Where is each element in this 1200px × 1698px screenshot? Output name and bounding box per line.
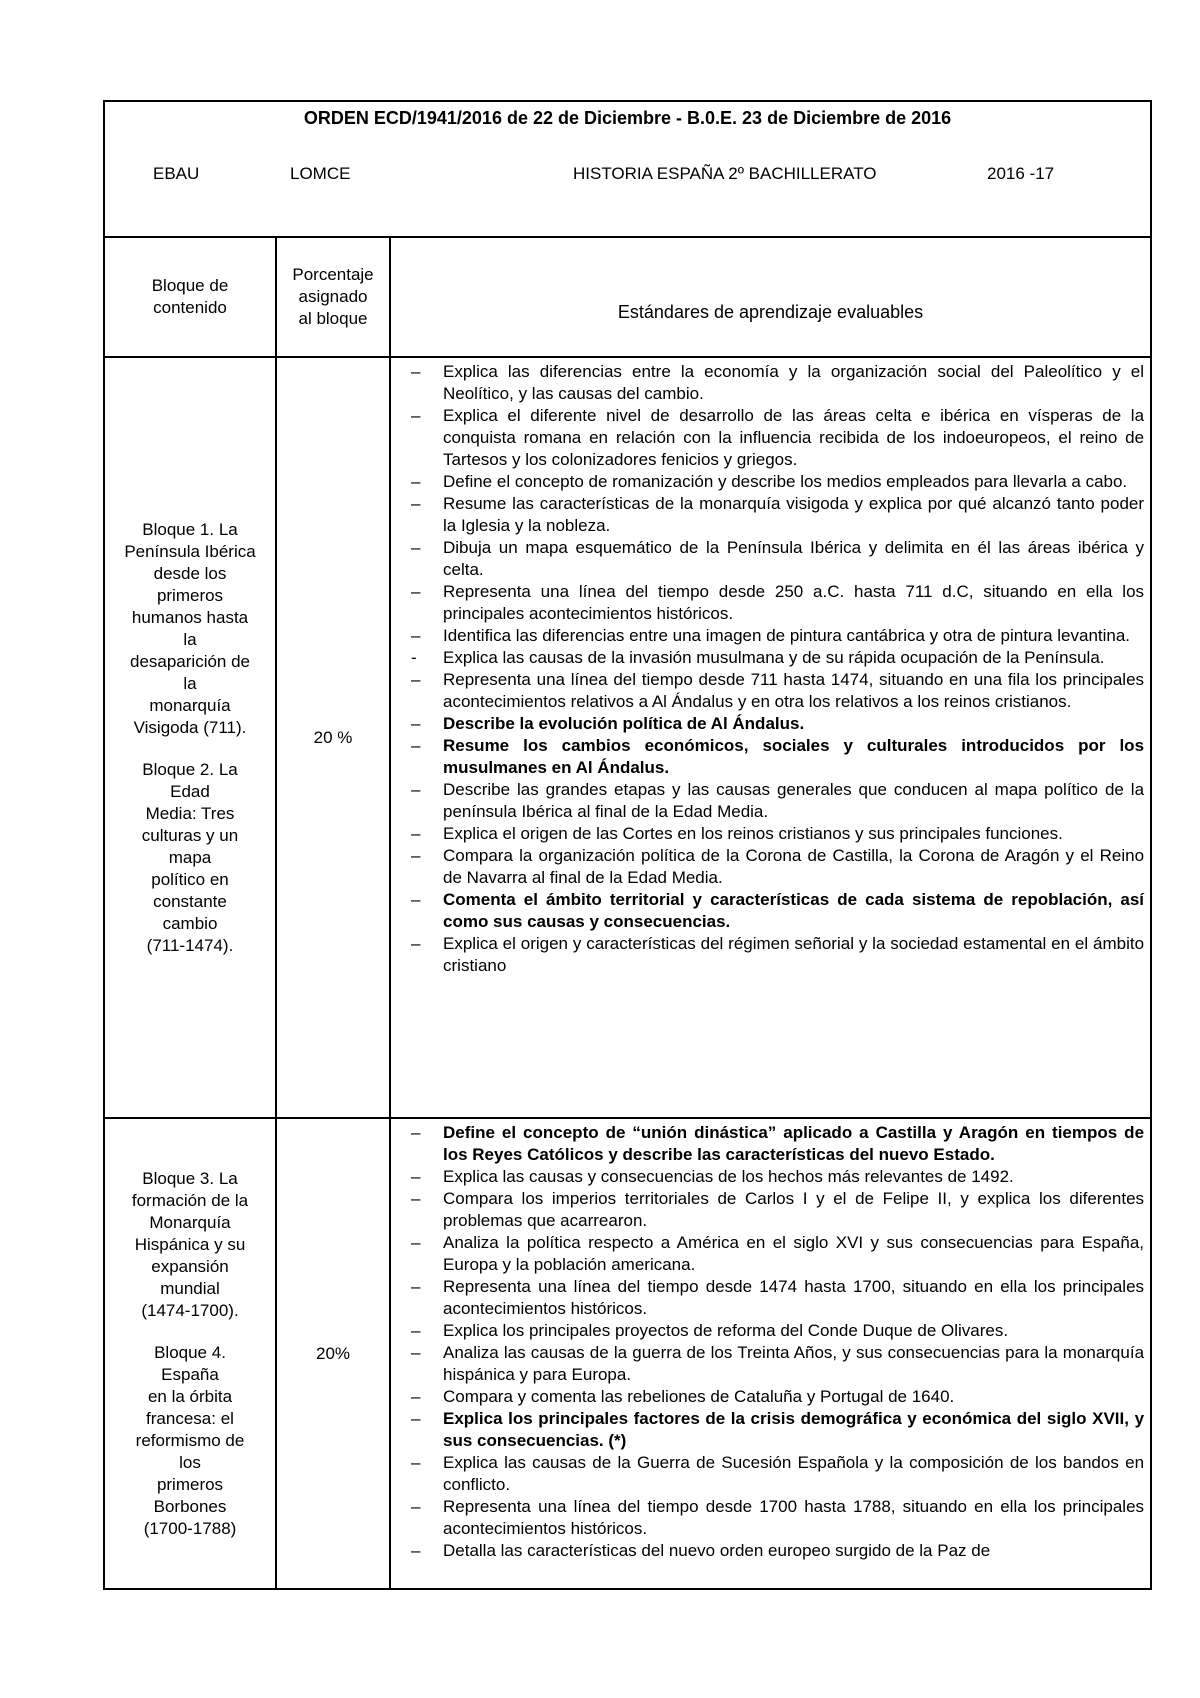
standard-item: – Define el concepto de “unión dinástica” aplicado a Castilla y Aragón en tiempos de los Reyes Católicos y describe las características del nuevo Estado. <box>411 1122 1144 1166</box>
column-header-standards <box>390 237 1151 357</box>
block-title-line: Península Ibérica <box>124 541 256 561</box>
block-title-line: constante <box>153 891 227 911</box>
standard-item: – Explica el origen de las Cortes en los reinos cristianos y sus principales funciones. <box>411 823 1144 845</box>
column-header-percent <box>276 237 390 357</box>
block-title-line: reformismo de <box>135 1430 245 1450</box>
order-title: ORDEN ECD/1941/2016 de 22 de Diciembre - B.0.E. 23 de Diciembre de 2016 <box>303 108 952 128</box>
standard-item: – Explica los principales proyectos de reforma del Conde Duque de Olivares. <box>411 1320 1144 1342</box>
standard-item: – Dibuja un mapa esquemático de la Península Ibérica y delimita en él las áreas ibérica y celta. <box>411 537 1144 581</box>
column-header-text: asignado <box>298 287 368 306</box>
standard-item: – Analiza la política respecto a América en el siglo XVI y sus consecuencias para España, Europa y la población americana. <box>411 1232 1144 1276</box>
column-header-text: Estándares de aprendizaje evaluables <box>617 302 924 322</box>
block-title-line: Borbones <box>153 1496 227 1516</box>
standard-item: – Representa una línea del tiempo desde 250 a.C. hasta 711 d.C, situando en ella los principales acontecimientos históricos. <box>411 581 1144 625</box>
block-title-line: expansión <box>151 1256 229 1276</box>
block-gap <box>109 1322 271 1342</box>
standards-list <box>411 361 1144 977</box>
standard-item: – Explica las diferencias entre la economía y la organización social del Paleolítico y el Neolítico, y las causas del cambio. <box>411 361 1144 405</box>
year-label: 2016 -17 <box>987 164 1055 183</box>
standards-cell <box>390 1118 1151 1589</box>
subject-label: HISTORIA ESPAÑA 2º BACHILLERATO <box>573 164 877 183</box>
standard-item: – Representa una línea del tiempo desde 711 hasta 1474, situando en una fila los principales acontecimientos relativos a Al Ándalus y en otra los relativos a los reinos cristianos. <box>411 669 1144 713</box>
standard-item: – Compara la organización política de la Corona de Castilla, la Corona de Aragón y el Reino de Navarra al final de la Edad Media. <box>411 845 1144 889</box>
block-title-line: Bloque 3. La <box>142 1168 238 1188</box>
standard-item: – Detalla las características del nuevo orden europeo surgido de la Paz de <box>411 1540 1144 1562</box>
block-title-line: desde los <box>153 563 227 583</box>
standard-item: – Representa una línea del tiempo desde 1700 hasta 1788, situando en ella los principales acontecimientos históricos. <box>411 1496 1144 1540</box>
block-title-line: formación de la <box>131 1190 249 1210</box>
block-title-line: Hispánica y su <box>134 1234 246 1254</box>
standard-item: – Resume los cambios económicos, sociales y culturales introducidos por los musulmanes en Al Ándalus. <box>411 735 1144 779</box>
block-title-line: la <box>183 629 197 649</box>
standard-item: – Explica el origen y características del régimen señorial y la sociedad estamental en el ámbito cristiano <box>411 933 1144 977</box>
column-header-text: Bloque de <box>151 276 229 295</box>
standard-item: – Describe las grandes etapas y las causas generales que conducen al mapa político de la península Ibérica al final de la Edad Media. <box>411 779 1144 823</box>
block-title-line: primeros <box>156 1474 224 1494</box>
curriculum-table <box>103 100 1152 1590</box>
block-gap <box>109 739 271 759</box>
block-title-line: culturas y un <box>141 825 239 845</box>
block-title-line: cambio <box>162 913 218 933</box>
table-row <box>104 1118 1151 1589</box>
standard-item: – Identifica las diferencias entre una imagen de pintura cantábrica y otra de pintura levantina. <box>411 625 1144 647</box>
standards-cell <box>390 357 1151 1118</box>
block-title-line: Bloque 4. <box>154 1342 226 1362</box>
standard-item: – Representa una línea del tiempo desde 1474 hasta 1700, situando en ella los principales acontecimientos históricos. <box>411 1276 1144 1320</box>
block-title-line: Monarquía <box>149 1212 231 1232</box>
block-cell <box>104 1118 276 1589</box>
standard-item: – Describe la evolución política de Al Ándalus. <box>411 713 1144 735</box>
standard-item: – Analiza las causas de la guerra de los Treinta Años, y sus consecuencias para la monarquía hispánica y para Europa. <box>411 1342 1144 1386</box>
block-title-line: Edad <box>170 781 210 801</box>
percent-cell <box>276 1118 390 1589</box>
block-title-line: político en <box>151 869 229 889</box>
block-title-line: desaparición de <box>129 651 251 671</box>
block-title-line: España <box>161 1364 219 1384</box>
block-title-line: francesa: el <box>146 1408 234 1428</box>
block-title-line: (711-1474). <box>146 935 234 955</box>
block-title-line: los <box>179 1452 201 1472</box>
block-title-line: Bloque 2. La <box>142 759 238 779</box>
standards-list <box>411 1122 1144 1562</box>
column-header-text: al bloque <box>298 309 368 328</box>
block-cell <box>104 357 276 1118</box>
column-header-text: Porcentaje <box>292 265 374 284</box>
block-title-line: monarquía <box>149 695 231 715</box>
block-title-line: humanos hasta <box>131 607 249 627</box>
percent-value: 20% <box>315 1343 351 1363</box>
document-page <box>103 100 1150 1590</box>
percent-value: 20 % <box>313 727 353 747</box>
standard-item: – Define el concepto de romanización y describe los medios empleados para llevarla a cabo. <box>411 471 1144 493</box>
standard-item: – Explica las causas y consecuencias de los hechos más relevantes de 1492. <box>411 1166 1144 1188</box>
column-header-block <box>104 237 276 357</box>
block-title-line: la <box>183 673 197 693</box>
block-title-line: Visigoda (711). <box>133 717 247 737</box>
block-title-line: Media: Tres <box>145 803 235 823</box>
block-title-line: mundial <box>160 1278 220 1298</box>
block-title-line: mapa <box>168 847 212 867</box>
standard-item: – Compara y comenta las rebeliones de Cataluña y Portugal de 1640. <box>411 1386 1144 1408</box>
lomce-label: LOMCE <box>290 164 351 183</box>
standard-item: – Explica el diferente nivel de desarrollo de las áreas celta e ibérica en vísperas de la conquista romana en relación con la influencia recibida de los indoeuropeos, el reino de Tartesos y los colonizadores fenicios y griegos. <box>411 405 1144 471</box>
block-title-line: (1700-1788) <box>143 1518 237 1538</box>
ebau-label: EBAU <box>153 164 200 183</box>
standard-item: – Explica las causas de la Guerra de Sucesión Española y la composición de los bandos en conflicto. <box>411 1452 1144 1496</box>
block-title-line: Bloque 1. La <box>142 519 238 539</box>
table-row <box>104 357 1151 1118</box>
column-header-text: contenido <box>153 298 227 317</box>
percent-cell <box>276 357 390 1118</box>
standard-item: – Resume las características de la monarquía visigoda y explica por qué alcanzó tanto poder la Iglesia y la nobleza. <box>411 493 1144 537</box>
standard-item: – Comenta el ámbito territorial y características de cada sistema de repoblación, así como sus causas y consecuencias. <box>411 889 1144 933</box>
header-cell <box>104 101 1151 237</box>
block-title-line: primeros <box>156 585 224 605</box>
standard-item: - Explica las causas de la invasión musulmana y de su rápida ocupación de la Península. <box>411 647 1144 669</box>
block-title-line: (1474-1700). <box>141 1300 239 1320</box>
standard-item: – Explica los principales factores de la crisis demográfica y económica del siglo XVII, y sus consecuencias. (*) <box>411 1408 1144 1452</box>
standard-item: – Compara los imperios territoriales de Carlos I y el de Felipe II, y explica los diferentes problemas que acarrearon. <box>411 1188 1144 1232</box>
block-title-line: en la órbita <box>147 1386 233 1406</box>
